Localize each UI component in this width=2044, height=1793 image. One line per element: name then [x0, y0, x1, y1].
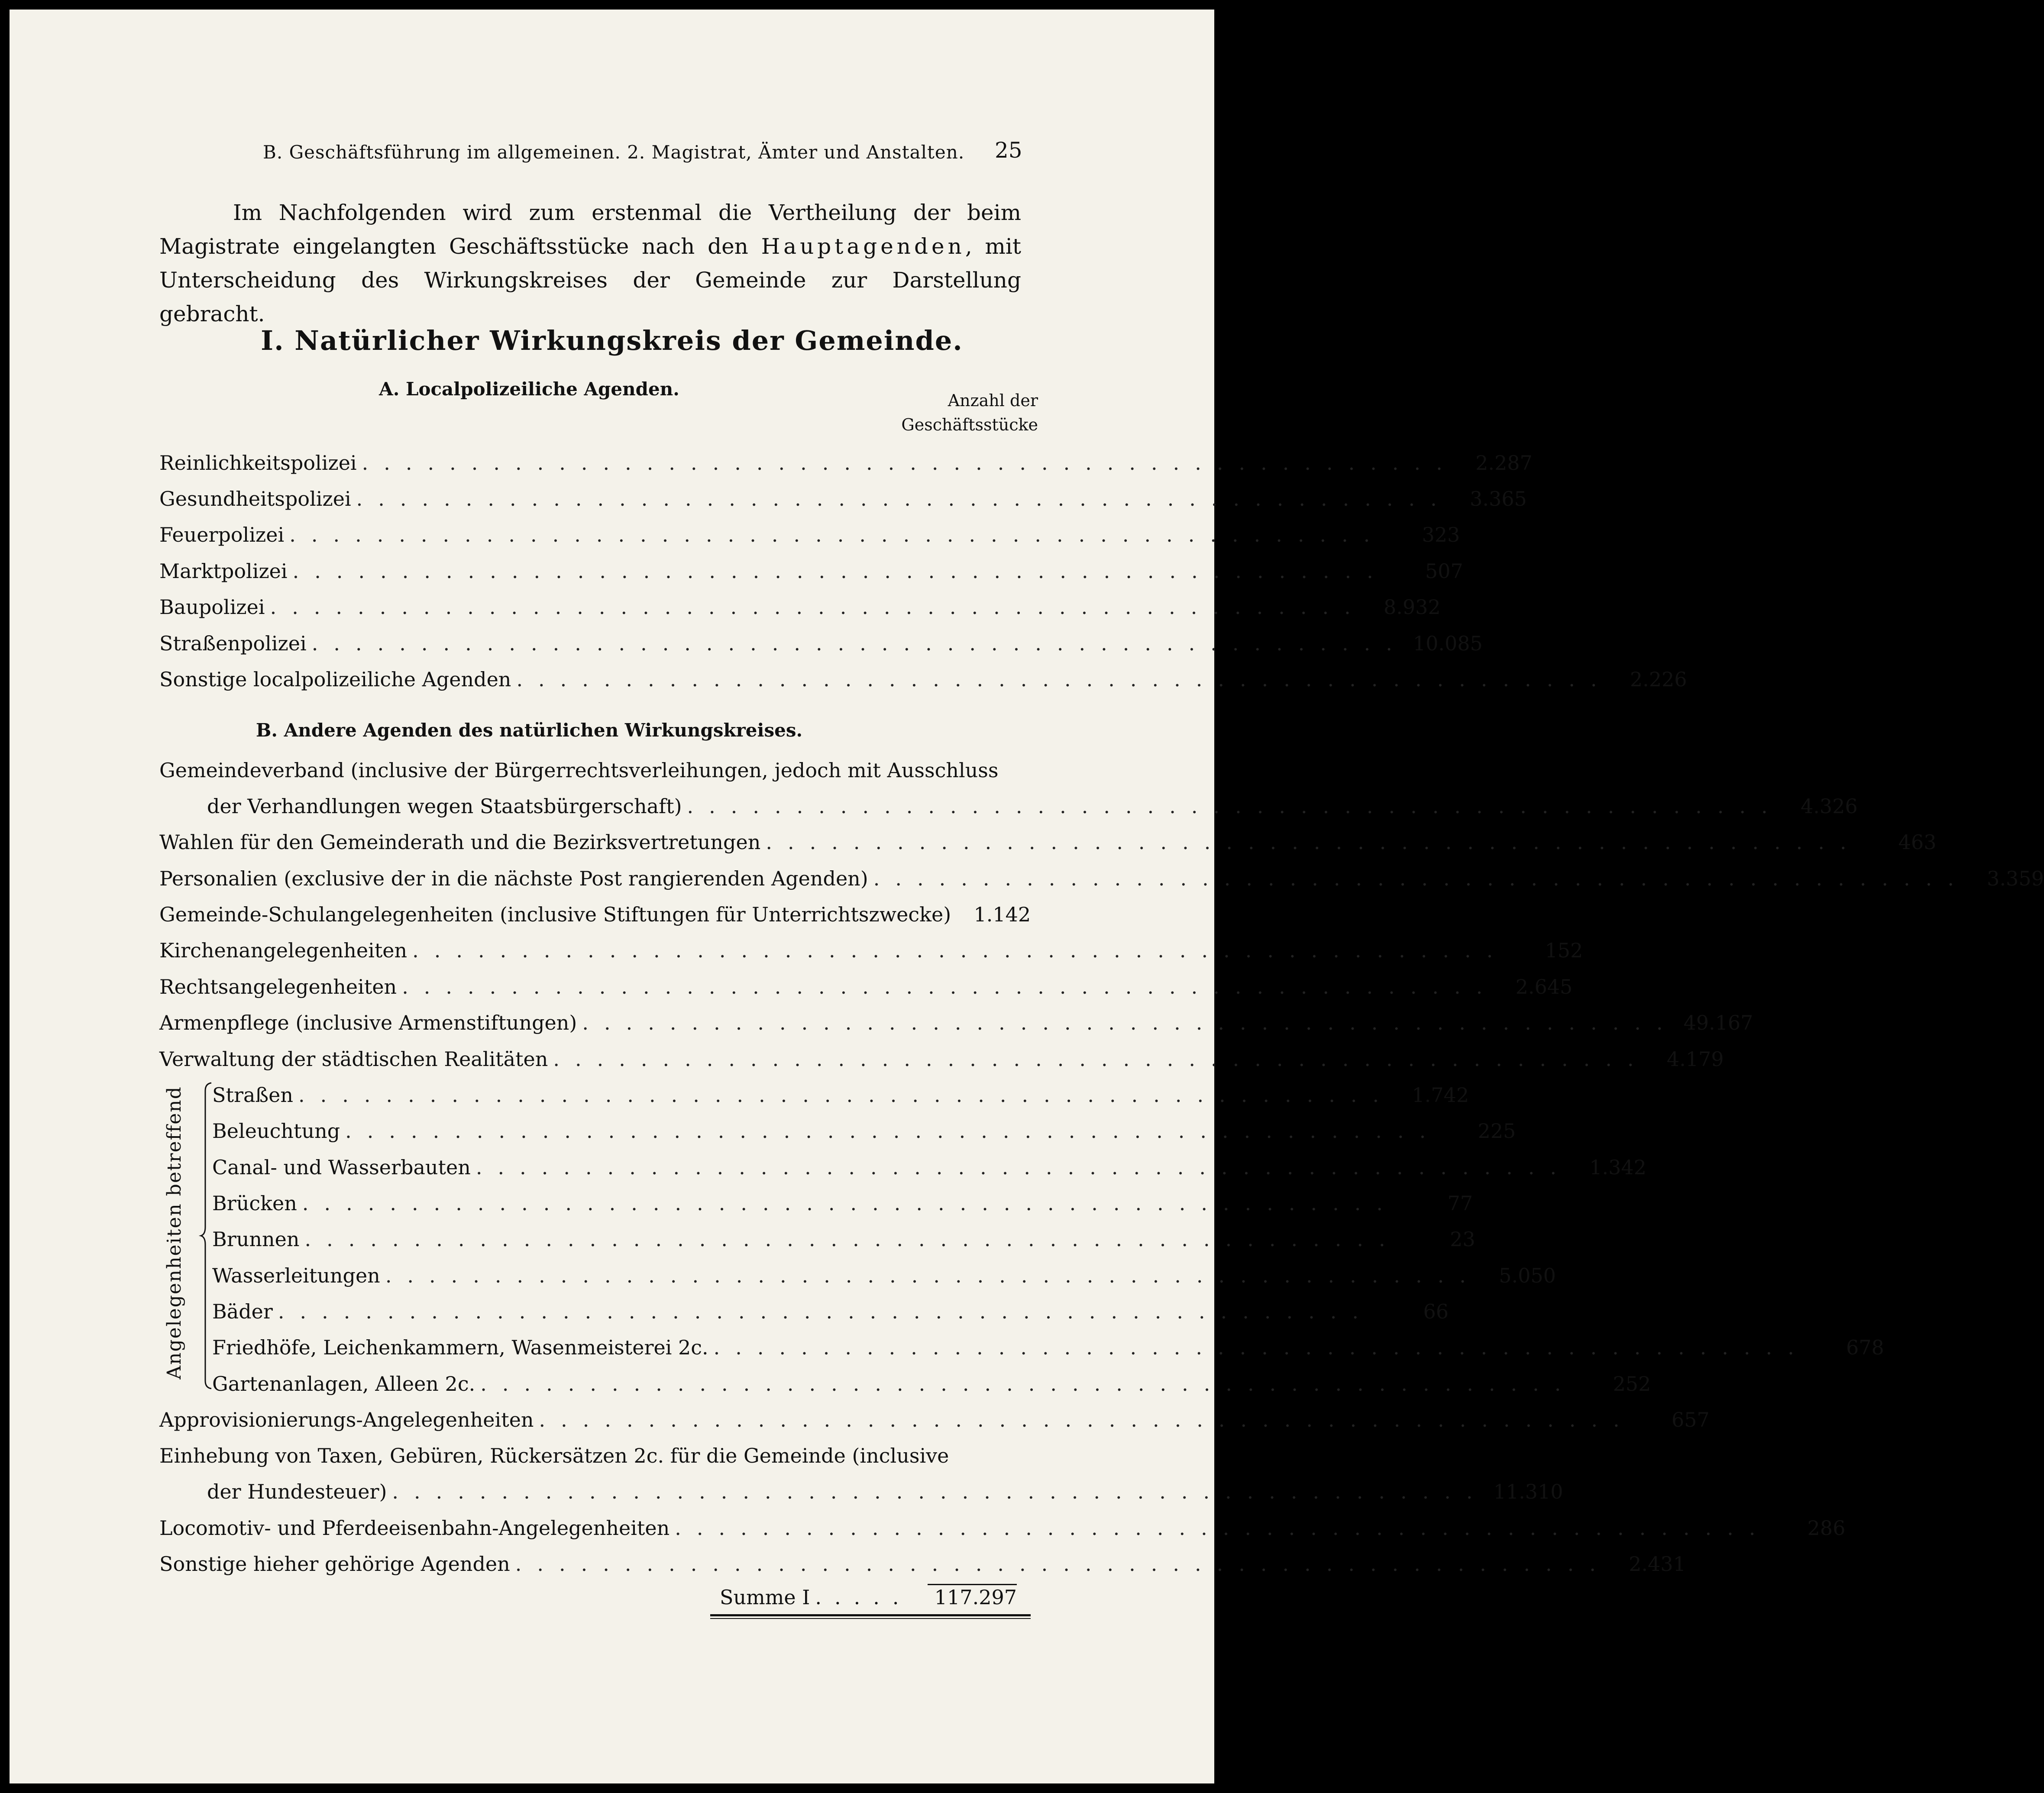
row-value: 49.167	[1683, 1011, 1753, 1034]
row-label: Locomotiv- und Pferdeeisenbahn-Angelegenheiten	[159, 1516, 670, 1540]
table-row	[159, 939, 1583, 966]
leader-dots: ..................................................	[539, 1408, 1635, 1431]
row-value: 323	[1422, 523, 1460, 546]
row-value: 8.932	[1384, 595, 1441, 619]
table-row	[159, 903, 1031, 930]
table-row	[159, 595, 1441, 623]
sum-rule-top	[928, 1584, 1017, 1585]
leader-dots: ..................................................	[515, 1552, 1611, 1576]
leader-dots: ..................................................	[356, 487, 1452, 510]
leader-dots: ..................................................	[304, 1228, 1401, 1251]
row-label: Gesundheitspolizei	[159, 487, 351, 510]
row-label: Beleuchtung	[212, 1119, 340, 1143]
row-label: Straßen	[212, 1083, 293, 1107]
row-value: 678	[1846, 1336, 1884, 1359]
row-value: 23	[1450, 1228, 1475, 1251]
total-row	[720, 1586, 1017, 1613]
row-label: Gartenanlagen, Alleen 2c.	[212, 1372, 475, 1396]
leader-dots: ..................................................	[298, 1083, 1395, 1107]
total-value: 117.297	[934, 1586, 1017, 1609]
sum-rule-bottom	[710, 1614, 1031, 1616]
row-label: Approvisionierungs-Angelegenheiten	[159, 1408, 534, 1431]
leader-dots: ..................................................	[289, 523, 1386, 546]
row-label: Friedhöfe, Leichenkammern, Wasenmeisterei 2c.	[212, 1336, 708, 1359]
row-value: 1.142	[973, 903, 1031, 926]
running-title: B. Geschäftsführung im allgemeinen. 2. Magistrat, Ämter und Anstalten.	[263, 142, 965, 163]
leader-dots: ..................................................	[311, 632, 1408, 655]
row-label: Feuerpolizei	[159, 523, 285, 546]
leader-dots: ..................................................	[475, 1156, 1572, 1179]
table-row	[159, 867, 2044, 895]
intro-text-2: , mit Unterscheidung des Wirkungskreises der Gemeinde zur Darstellung gebracht.	[159, 234, 1021, 326]
leader-dots: ..................................................	[392, 1480, 1488, 1503]
column-header	[891, 388, 1038, 437]
intro-spaced-word: Hauptagenden	[761, 234, 965, 259]
column-header-line-2: Geschäftsstücke	[901, 415, 1038, 434]
table-row	[159, 1516, 1846, 1544]
leader-dots: ..................................................	[362, 451, 1458, 475]
table-row-first-line	[159, 1444, 1017, 1472]
row-label: Marktpolizei	[159, 559, 288, 583]
row-label: Straßenpolizei	[159, 632, 307, 655]
row-label: Brücken	[212, 1192, 297, 1215]
table-row	[212, 1119, 1516, 1147]
row-value: 11.310	[1493, 1480, 1563, 1503]
table-row	[212, 1300, 1449, 1328]
row-value: 2.226	[1630, 668, 1687, 691]
leader-dots: ..................................................	[292, 559, 1389, 583]
row-label: Wasserleitungen	[212, 1264, 380, 1287]
row-value: 3.365	[1470, 487, 1527, 510]
row-value: 657	[1671, 1408, 1710, 1431]
row-value: 2.431	[1629, 1552, 1686, 1576]
intro-text-1: Im Nachfolgenden wird zum erstenmal die Vertheilung der beim Magistrate eingelangten Geschäftsstücke nach den	[159, 200, 1021, 259]
row-label: Reinlichkeitspolizei	[159, 451, 357, 475]
row-value: 152	[1545, 939, 1583, 962]
table-row	[212, 1372, 1651, 1400]
table-row	[159, 1552, 1686, 1580]
row-value: 77	[1447, 1192, 1473, 1215]
leader-dots: ..................................................	[516, 668, 1613, 691]
row-value: 463	[1898, 830, 1937, 854]
table-row	[159, 668, 1687, 695]
table-row	[212, 1083, 1469, 1111]
subsection-a-title: A. Localpolizeiliche Agenden.	[379, 378, 679, 400]
table-row-continuation	[159, 795, 1858, 822]
row-value: 5.050	[1499, 1264, 1556, 1287]
leader-dots: ..................................................	[385, 1264, 1481, 1287]
row-value: 1.342	[1589, 1156, 1646, 1179]
row-label: Personalien (exclusive der in die nächste Post rangierenden Agenden)	[159, 867, 868, 890]
leader-dots: ..................................................	[766, 830, 1862, 854]
row-label: Canal- und Wasserbauten	[212, 1156, 471, 1179]
row-label: Rechtsangelegenheiten	[159, 975, 397, 998]
row-value: 66	[1423, 1300, 1449, 1323]
leader-dots: ..................................................	[713, 1336, 1810, 1359]
row-label: Armenpflege (inclusive Armenstiftungen)	[159, 1011, 577, 1034]
table-row	[159, 632, 1483, 659]
table-row	[159, 1047, 1724, 1075]
table-row	[212, 1336, 1884, 1363]
leader-dots: ..................................................	[873, 867, 1970, 890]
leader-dots: ..................................................	[582, 1011, 1679, 1034]
document-page	[10, 10, 2044, 1783]
leader-dots: ..................................................	[278, 1300, 1374, 1323]
bracket-brace	[200, 1082, 213, 1389]
row-value: 252	[1613, 1372, 1651, 1396]
table-row	[212, 1228, 1475, 1255]
table-row	[212, 1192, 1473, 1219]
row-value: 286	[1807, 1516, 1846, 1540]
sum-rule-bottom-thin	[710, 1618, 1031, 1619]
column-header-line-1: Anzahl der	[948, 391, 1038, 410]
page-number: 25	[995, 138, 1022, 163]
row-value: 3.359	[1987, 867, 2044, 890]
row-value: 4.179	[1666, 1047, 1724, 1071]
table-row	[159, 559, 1463, 587]
total-dots: .....	[815, 1586, 912, 1609]
row-label: Sonstige localpolizeiliche Agenden	[159, 668, 511, 691]
total-label: Summe I	[720, 1586, 810, 1609]
row-value: 225	[1478, 1119, 1516, 1143]
row-label: Gemeindeverband (inclusive der Bürgerrechtsverleihungen, jedoch mit Ausschluss	[159, 759, 999, 782]
table-row	[159, 451, 1533, 479]
row-label-continuation: der Hundesteuer)	[207, 1480, 387, 1503]
leader-dots: ..................................................	[553, 1047, 1649, 1071]
table-row	[212, 1156, 1646, 1183]
row-label: Gemeinde-Schulangelegenheiten (inclusive Stiftungen für Unterrichtszwecke)	[159, 903, 951, 926]
leader-dots: ..................................................	[687, 795, 1783, 818]
row-label: Wahlen für den Gemeinderath und die Bezirksvertretungen	[159, 830, 761, 854]
table-row	[159, 975, 1573, 1003]
table-row	[159, 830, 1937, 858]
row-value: 4.326	[1800, 795, 1858, 818]
leader-dots: ..................................................	[345, 1119, 1442, 1143]
subsection-b-title: B. Andere Agenden des natürlichen Wirkungskreises.	[256, 720, 803, 741]
row-value: 2.287	[1475, 451, 1533, 475]
row-label-continuation: der Verhandlungen wegen Staatsbürgerschaft)	[207, 795, 682, 818]
row-value: 10.085	[1413, 632, 1483, 655]
table-row	[159, 523, 1460, 551]
leader-dots: ..................................................	[302, 1192, 1399, 1215]
row-label: Verwaltung der städtischen Realitäten	[159, 1047, 548, 1071]
table-row	[159, 1011, 1753, 1039]
intro-paragraph	[159, 196, 1021, 331]
table-row	[212, 1264, 1556, 1292]
row-label: Baupolizei	[159, 595, 265, 619]
leader-dots: ..................................................	[675, 1516, 1771, 1540]
table-row	[159, 487, 1527, 515]
leader-dots: ..................................................	[412, 939, 1509, 962]
table-row	[159, 1408, 1710, 1436]
table-row-continuation	[159, 1480, 1563, 1508]
row-value: 2.645	[1515, 975, 1573, 998]
leader-dots: ..................................................	[402, 975, 1498, 998]
row-label: Sonstige hieher gehörige Agenden	[159, 1552, 510, 1576]
leader-dots: ..................................................	[270, 595, 1366, 619]
table-row-first-line	[159, 759, 1017, 786]
row-label: Brunnen	[212, 1228, 300, 1251]
leader-dots: ..................................................	[480, 1372, 1577, 1396]
row-value: 507	[1425, 559, 1463, 583]
row-label: Bäder	[212, 1300, 273, 1323]
section-title: I. Natürlicher Wirkungskreis der Gemeinde.	[261, 325, 963, 356]
row-value: 1.742	[1412, 1083, 1469, 1107]
row-label: Einhebung von Taxen, Gebüren, Rückersätzen 2c. für die Gemeinde (inclusive	[159, 1444, 949, 1467]
row-label: Kirchenangelegenheiten	[159, 939, 408, 962]
bracket-label: Angelegenheiten betreffend	[163, 1086, 185, 1379]
